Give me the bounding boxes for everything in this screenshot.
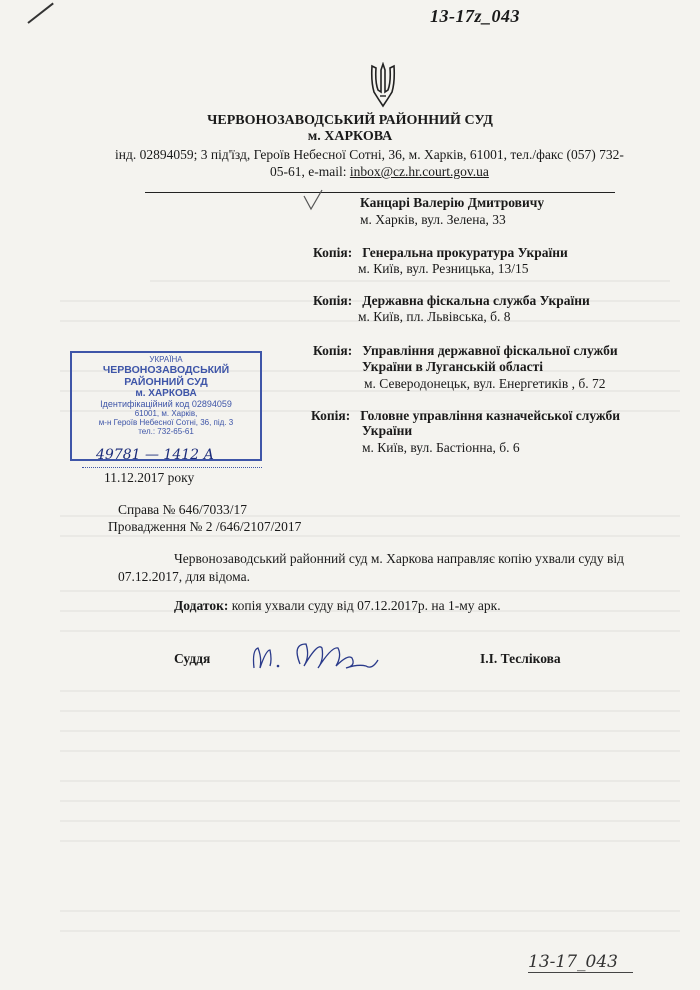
document-id-bottom: 13-17_043 [528, 952, 618, 972]
copy-recipient-name: Державна фіскальна служба України [362, 293, 590, 308]
stamp-id-code: Ідентифікаційний код 02894059 [100, 399, 232, 409]
court-email-link[interactable]: inbox@cz.hr.court.gov.ua [349, 164, 489, 179]
judge-label: Суддя [174, 651, 211, 666]
stamp-court-name: ЧЕРВОНОЗАВОДСЬКИЙ РАЙОННИЙ СУД [102, 364, 230, 388]
court-city: м. ХАРКОВА [307, 129, 393, 144]
copy-block [313, 292, 590, 310]
address-line-2 [115, 163, 655, 180]
copy-recipient-name-cont: України [362, 423, 413, 438]
address-line-2-prefix: 05-61, e-mail: [270, 164, 350, 179]
copy-recipient-address: м. Северодонецьк, вул. Енергетиків , б. 72 [364, 376, 606, 391]
copy-recipient-address: м. Київ, вул. Резницька, 13/15 [358, 261, 529, 276]
copy-label: Копія: [313, 245, 353, 260]
attachment-label: Додаток: [174, 598, 229, 613]
attachment-text: копія ухвали суду від 07.12.2017р. на 1-му арк. [228, 598, 501, 613]
copy-block [313, 244, 568, 262]
copy-recipient-name: Головне управління казначейської служби [360, 408, 621, 423]
stamp-city: м. ХАРКОВА [135, 388, 197, 399]
checkmark-icon [302, 188, 324, 212]
stamp-country: УКРАЇНА [149, 355, 183, 364]
copy-recipient-address: м. Київ, вул. Бастіонна, б. 6 [362, 440, 520, 455]
stamp-phone: тел.: 732-65-61 [138, 427, 194, 436]
copy-recipient-name: Генеральна прокуратура України [362, 245, 568, 260]
address-line-1: інд. 02894059; 3 під'їзд, Героїв Небесної Сотні, 36, м. Харків, 61001, тел./факс (057) 732- [115, 147, 624, 162]
copy-recipient-name: Управління державної фіскальної служби [362, 343, 618, 358]
judge-name: І.І. Теслікова [480, 651, 561, 666]
copy-recipient-address: м. Київ, пл. Львівська, б. 8 [358, 309, 511, 324]
header-divider [145, 192, 615, 193]
copy-recipient-name-cont: України в Луганській області [362, 359, 543, 374]
court-name: ЧЕРВОНОЗАВОДСЬКИЙ РАЙОННИЙ СУД [207, 113, 493, 128]
registration-stamp [70, 351, 262, 461]
copy-block [313, 342, 618, 360]
stamp-handwritten-number: 49781 — 1412 А [96, 447, 215, 463]
attachment-line [174, 598, 501, 614]
recipient-block [360, 195, 544, 228]
stamp-date-underline [82, 466, 262, 468]
copy-label: Копія: [311, 408, 351, 423]
proceeding-number: Провадження № 2 /646/2107/2017 [108, 519, 302, 534]
judge-signature [248, 636, 388, 678]
stamp-street: м-н Героїв Небесної Сотні, 36, під. 3 [98, 418, 234, 427]
recipient-name: Канцарі Валерію Дмитровичу [360, 195, 545, 210]
copy-label: Копія: [313, 293, 353, 308]
letter-date: 11.12.2017 року [104, 470, 195, 485]
copy-label: Копія: [313, 343, 353, 358]
copy-block [311, 407, 620, 425]
recipient-address: м. Харків, вул. Зелена, 33 [360, 212, 506, 227]
case-number: Справа № 646/7033/17 [118, 502, 248, 517]
trident-emblem-icon [370, 62, 396, 108]
letter-body: Червонозаводський районний суд м. Харкова направляє копію ухвали суду від 07.12.2017, для відома. [118, 551, 625, 584]
court-address [115, 146, 655, 180]
stamp-postal: 61001, м. Харків, [134, 409, 198, 418]
document-id-bottom-underline [528, 972, 633, 973]
document-id-top: 13-17z_043 [430, 6, 520, 26]
